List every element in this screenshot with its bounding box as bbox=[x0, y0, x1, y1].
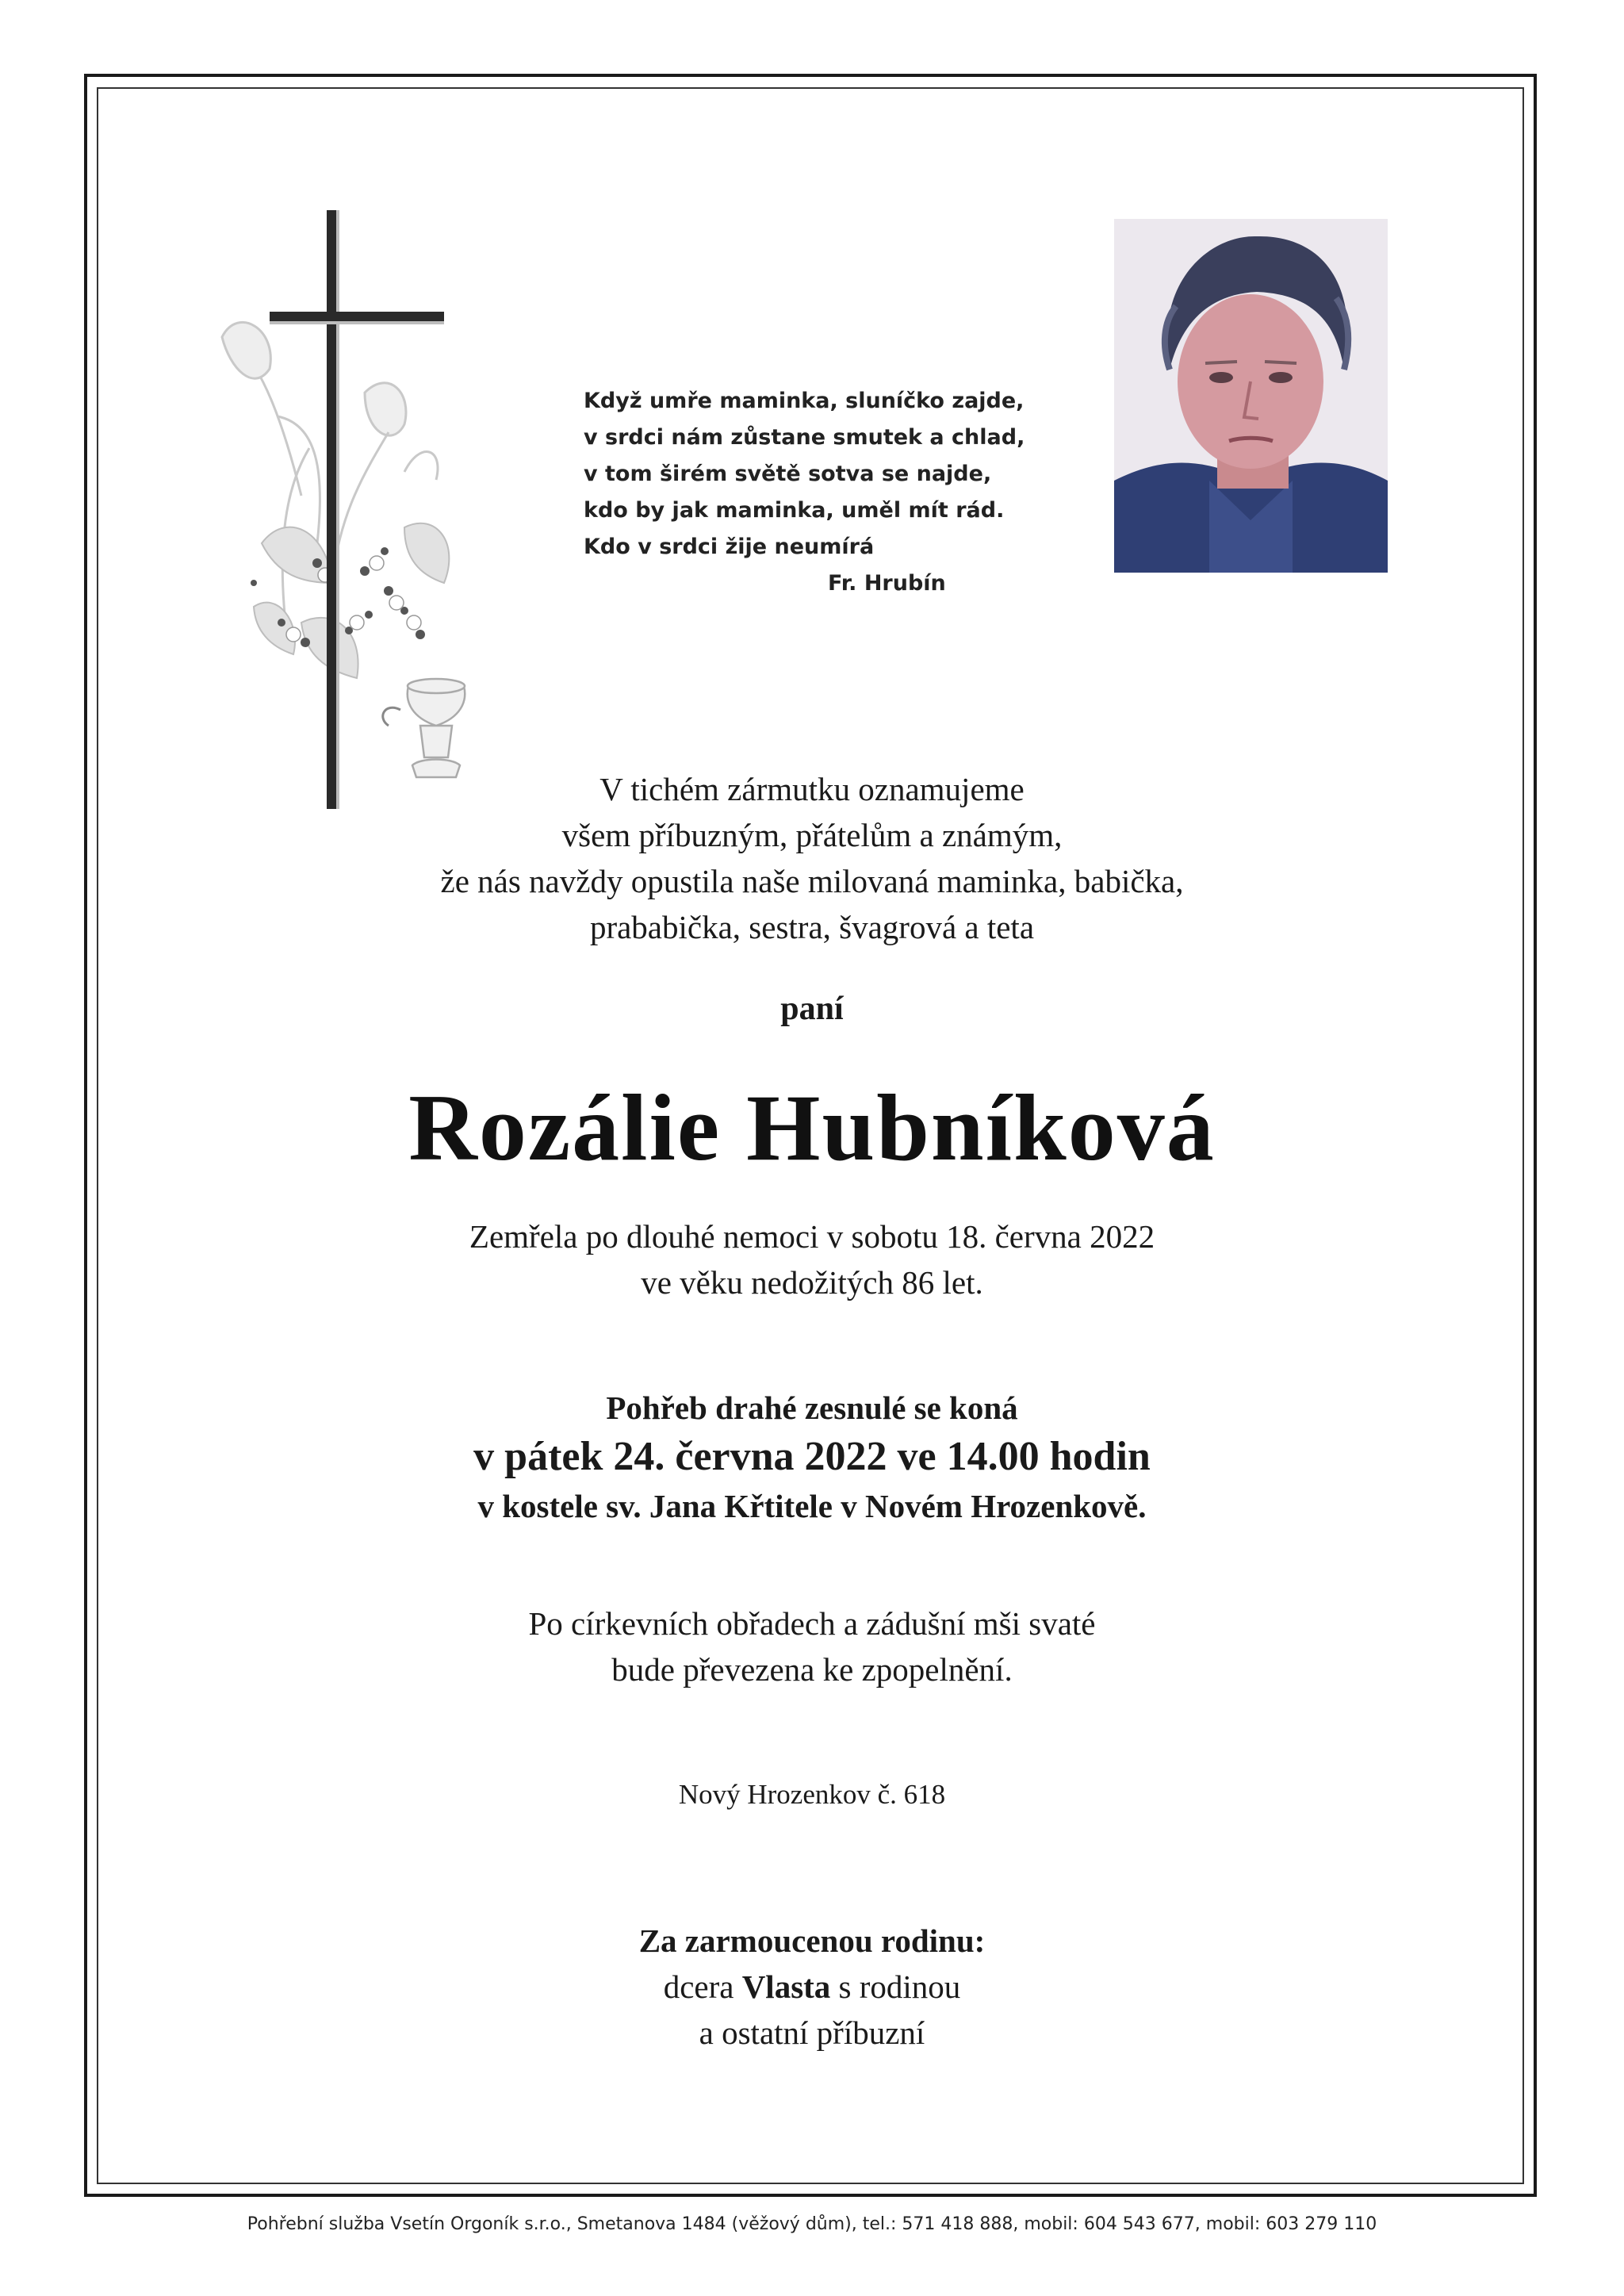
rites-line: bude převezena ke zpopelnění. bbox=[611, 1651, 1013, 1688]
verse-line: v srdci nám zůstane smutek a chlad, bbox=[584, 425, 1025, 450]
address: Nový Hrozenkov č. 618 bbox=[678, 1779, 946, 1810]
verse-line: kdo by jak maminka, uměl mít rád. bbox=[584, 498, 1005, 523]
death-line: ve věku nedožitých 86 let. bbox=[641, 1264, 983, 1301]
funeral-details bbox=[0, 1384, 1624, 1530]
verse-line: v tom širém světě sotva se najde, bbox=[584, 462, 992, 486]
funeral-service-footer: Pohřební služba Vsetín Orgoník s.r.o., Smetanova 1484 (věžový dům), tel.: 571 418 888, mobil: 604 543 677, mobil: 603 279 110 bbox=[247, 2214, 1377, 2234]
verse-author: Fr. Hrubín bbox=[828, 571, 946, 596]
portrait-photo bbox=[1114, 219, 1388, 573]
daughter-name: Vlasta bbox=[741, 1968, 831, 2005]
announcement-line: prababička, sestra, švagrová a teta bbox=[589, 909, 1035, 945]
honorific: paní bbox=[780, 991, 844, 1027]
family-signature bbox=[0, 1918, 1624, 2056]
announcement-line: V tichém zármutku oznamujeme bbox=[599, 771, 1025, 807]
rites-line: Po církevních obřadech a zádušní mši svaté bbox=[528, 1605, 1096, 1642]
funeral-date-time: v pátek 24. června 2022 ve 14.00 hodin bbox=[473, 1434, 1151, 1479]
memorial-verse bbox=[584, 383, 1059, 602]
funeral-location: v kostele sv. Jana Křtitele v Novém Hrozenkově. bbox=[477, 1488, 1147, 1524]
announcement-line: všem příbuzným, přátelům a známým, bbox=[561, 817, 1063, 853]
family-suffix: s rodinou bbox=[830, 1968, 961, 2005]
family-heading: Za zarmoucenou rodinu: bbox=[638, 1922, 986, 1959]
death-details bbox=[0, 1213, 1624, 1305]
death-line: Zemřela po dlouhé nemoci v sobotu 18. června 2022 bbox=[469, 1218, 1155, 1255]
announcement-line: že nás navždy opustila naše milovaná maminka, babička, bbox=[440, 863, 1184, 899]
verse-line: Kdo v srdci žije neumírá bbox=[584, 535, 875, 559]
family-line-daughter bbox=[0, 1964, 1624, 2010]
verse-line: Když umře maminka, sluníčko zajde, bbox=[584, 389, 1025, 413]
funeral-intro: Pohřeb drahé zesnulé se koná bbox=[606, 1389, 1018, 1426]
announcement-text bbox=[0, 766, 1624, 950]
family-line-relatives: a ostatní příbuzní bbox=[699, 2014, 925, 2051]
deceased-name: Rozálie Hubníková bbox=[408, 1075, 1216, 1180]
rites-text bbox=[0, 1600, 1624, 1692]
cross-with-flowers-illustration bbox=[206, 210, 515, 817]
family-prefix: dcera bbox=[663, 1968, 742, 2005]
